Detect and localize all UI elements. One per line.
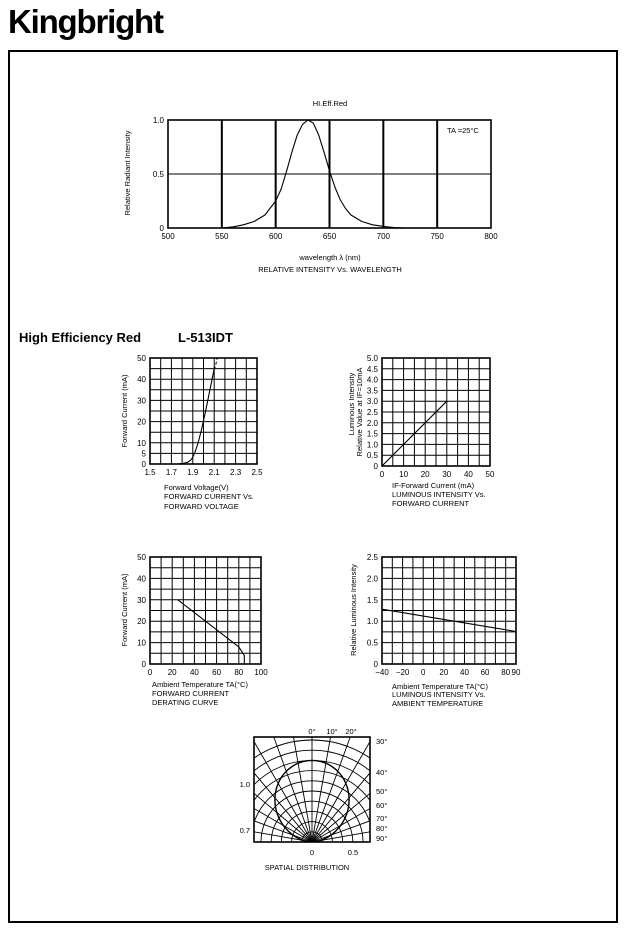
- y-tick-label: 5: [141, 449, 146, 459]
- angle-label: 0°: [308, 727, 316, 736]
- y-tick-label: 1.0: [152, 116, 164, 125]
- x-axis-label: wavelength λ (nm): [299, 253, 361, 262]
- x-tick-label: 1.7: [165, 468, 177, 477]
- y-tick-label: 40: [137, 375, 146, 385]
- x-tick-label: −20: [395, 668, 410, 677]
- y-tick-label: 30: [137, 396, 146, 406]
- x-axis-label: Ambient Temperature TA(°C): [392, 682, 488, 691]
- y-tick-label: 5.0: [366, 354, 378, 363]
- chart-caption: FORWARD CURRENT: [152, 689, 230, 698]
- y-tick-label: 2.0: [366, 418, 378, 428]
- y-tick-label: 2.5: [366, 553, 378, 562]
- x-tick-label: 20: [167, 668, 177, 677]
- chart-caption: RELATIVE INTENSITY Vs. WAVELENGTH: [258, 265, 402, 274]
- x-tick-label: 2.5: [251, 468, 263, 477]
- y-tick-label: 10: [137, 638, 146, 648]
- x-tick-label: 700: [376, 232, 391, 241]
- x-tick-label: 40: [463, 470, 473, 479]
- chart-spectrum: [123, 99, 498, 274]
- x-tick-label: 20: [439, 668, 449, 677]
- radial-label: 1.0: [239, 780, 250, 789]
- angle-label: 30°: [376, 737, 388, 746]
- angle-label: 60°: [376, 801, 388, 810]
- x-tick-label: 0: [421, 668, 426, 677]
- x-tick-label: 40: [460, 668, 469, 677]
- x-tick-label: 80: [234, 668, 244, 677]
- data-series-line: [382, 609, 516, 631]
- x-tick-label: 2.1: [208, 468, 220, 477]
- x-tick-label: 600: [268, 232, 283, 241]
- y-axis-label: Forward Current (mA): [120, 573, 129, 647]
- y-tick-label: 0.5: [366, 451, 378, 461]
- y-tick-label: 40: [137, 574, 146, 584]
- y-tick-label: 2.0: [366, 574, 378, 584]
- x-tick-label: −40: [375, 668, 389, 677]
- y-tick-label: 0: [373, 660, 378, 669]
- brand-logo: Kingbright: [8, 3, 163, 40]
- x-tick-label: 800: [484, 232, 498, 241]
- x-tick-label: 60: [480, 668, 490, 677]
- y-tick-label: 0: [141, 660, 146, 669]
- angle-label: 70°: [376, 814, 388, 823]
- part-number: L-513IDT: [178, 330, 233, 345]
- x-tick-label: 40: [189, 668, 199, 677]
- y-tick-label: 10: [137, 438, 146, 448]
- x-tick-label: 750: [430, 232, 444, 241]
- radial-label: 0.5: [347, 848, 359, 857]
- y-tick-label: 0.5: [152, 170, 164, 179]
- y-axis-label: Relative Luminous Intensity: [349, 564, 358, 656]
- x-tick-label: 90: [511, 668, 521, 677]
- y-tick-label: 1.0: [366, 617, 378, 627]
- x-tick-label: 650: [322, 232, 337, 241]
- radial-label: 0: [309, 848, 315, 857]
- x-axis-label: Ambient Temperature TA(°C): [152, 680, 248, 689]
- x-tick-label: 30: [442, 470, 452, 479]
- chart-lumi-current: [347, 354, 495, 508]
- chart-caption: FORWARD CURRENT: [392, 499, 470, 508]
- x-axis-label: IF-Forward Current (mA): [392, 481, 475, 490]
- angle-label: 20°: [345, 727, 357, 736]
- y-tick-label: 4.5: [366, 364, 378, 374]
- x-tick-label: 0: [379, 470, 385, 479]
- x-tick-label: 20: [420, 470, 430, 479]
- product-name: High Efficiency Red: [19, 330, 142, 345]
- y-tick-label: 20: [137, 617, 146, 627]
- y-tick-label: 4.0: [366, 375, 378, 385]
- y-tick-label: 0.5: [366, 638, 378, 648]
- chart-caption: FORWARD VOLTAGE: [164, 502, 239, 511]
- chart-caption: LUMINOUS INTENSITY Vs.: [392, 490, 486, 499]
- radial-label: 0.7: [239, 826, 250, 835]
- chart-lumi-temp: [349, 553, 521, 708]
- x-tick-label: 50: [485, 470, 495, 479]
- chart-note: TA =25°C: [447, 126, 479, 135]
- chart-iv: [120, 354, 263, 511]
- chart-derating: [120, 553, 268, 707]
- y-tick-label: 30: [137, 595, 146, 605]
- y-tick-label: 1.0: [366, 440, 378, 450]
- y-axis-label: Relative Radiant Intensity: [123, 130, 132, 216]
- y-tick-label: 3.0: [366, 397, 378, 407]
- x-tick-label: 1.9: [187, 468, 199, 477]
- y-tick-label: 3.5: [366, 386, 378, 396]
- chart-caption: SPATIAL DISTRIBUTION: [264, 863, 350, 872]
- chart-caption: DERATING CURVE: [152, 698, 219, 707]
- y-tick-label: 1.5: [366, 595, 378, 605]
- y-tick-label: 50: [137, 553, 146, 562]
- y-tick-label: 20: [137, 417, 146, 427]
- y-tick-label: 0: [373, 462, 378, 471]
- angle-label: 10°: [326, 727, 338, 736]
- chart-title: HI.Eff.Red: [312, 99, 348, 108]
- y-tick-label: 0: [141, 460, 146, 469]
- angle-label: 40°: [376, 768, 388, 777]
- chart-caption: FORWARD CURRENT Vs.: [164, 492, 254, 501]
- x-tick-label: 100: [254, 668, 268, 677]
- y-tick-label: 0: [159, 224, 164, 233]
- chart-caption: AMBIENT TEMPERATURE: [392, 699, 484, 708]
- x-tick-label: 2.3: [230, 468, 242, 477]
- angle-label: 50°: [376, 787, 388, 796]
- y-axis-label: Forward Current (mA): [120, 374, 129, 448]
- x-axis-label: Forward Voltage(V): [164, 483, 229, 492]
- angle-label: 90°: [376, 834, 388, 843]
- y-tick-label: 1.5: [366, 429, 378, 439]
- x-tick-label: 10: [399, 470, 409, 479]
- x-tick-label: 0: [147, 668, 153, 677]
- x-tick-label: 500: [161, 232, 175, 241]
- x-tick-label: 550: [215, 232, 229, 241]
- y-axis-label: Luminous Intensity: [347, 372, 356, 436]
- polar-spoke: [312, 742, 485, 842]
- angle-label: 80°: [376, 824, 388, 833]
- y-axis-label: Relative Value at IF=10mA: [355, 367, 364, 457]
- chart-caption: LUMINOUS INTENSITY Vs.: [392, 690, 486, 699]
- x-tick-label: 1.5: [144, 468, 156, 477]
- polar-spoke: [139, 742, 312, 842]
- x-tick-label: 60: [212, 668, 222, 677]
- x-tick-label: 80: [501, 668, 511, 677]
- y-tick-label: 50: [137, 354, 146, 363]
- y-tick-label: 2.5: [366, 408, 378, 417]
